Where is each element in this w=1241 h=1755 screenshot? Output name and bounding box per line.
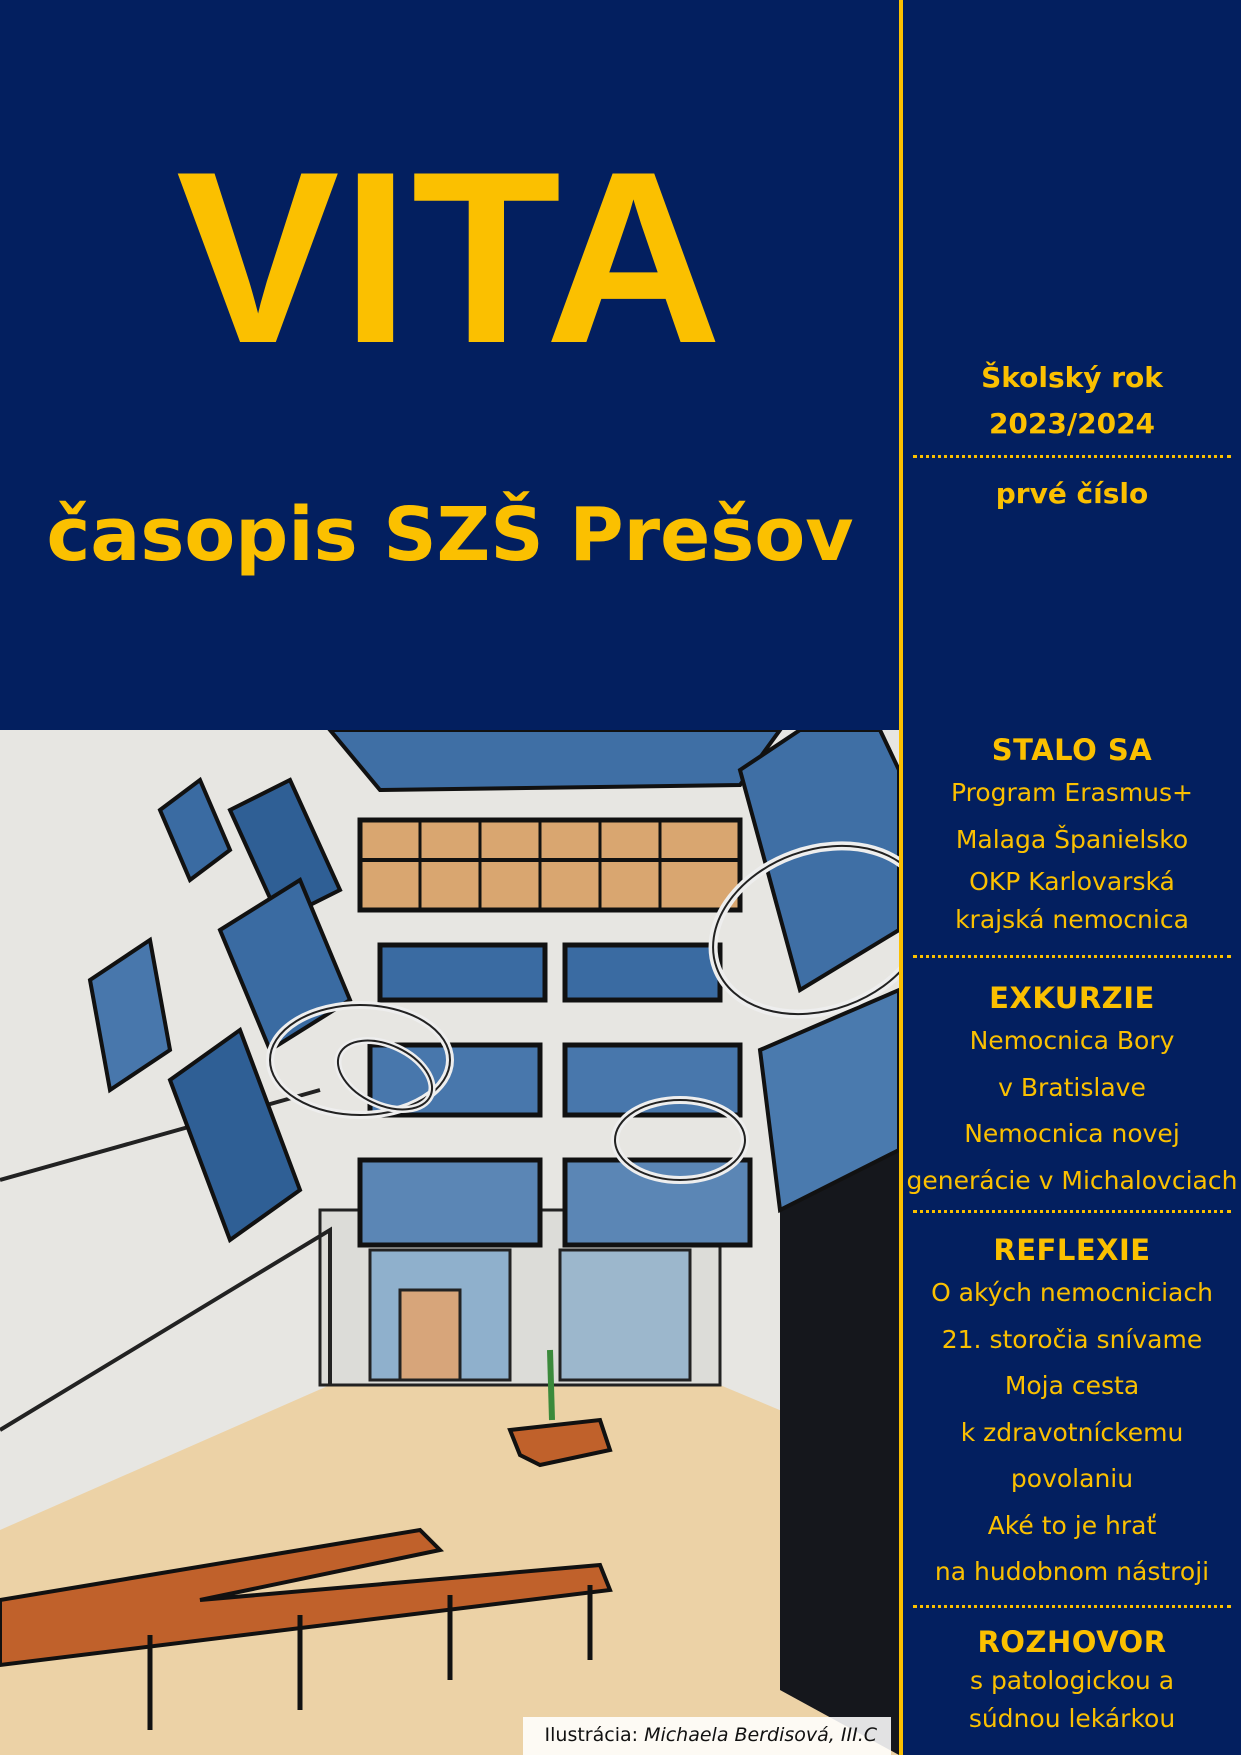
- school-year: [903, 355, 1241, 447]
- dotted-divider: [913, 455, 1231, 458]
- dotted-divider: [913, 1210, 1231, 1213]
- issue-number: prvé číslo: [995, 477, 1149, 510]
- cover-sidebar: [903, 0, 1241, 1755]
- credit-label: Ilustrácia:: [544, 1724, 639, 1746]
- masthead: [0, 0, 900, 730]
- hospital-atrium-drawing: [0, 730, 899, 1755]
- section-item: generácie v Michalovciach: [906, 1165, 1238, 1195]
- magazine-title: VITA: [176, 120, 724, 394]
- school-year-value: 2023/2024: [988, 407, 1156, 440]
- section-item: Malaga Španielsko: [955, 824, 1189, 854]
- dotted-divider: [913, 1605, 1231, 1608]
- section-item: s patologickou a súdnou lekárkou: [968, 1666, 1176, 1733]
- dotted-divider: [913, 955, 1231, 958]
- magazine-subtitle: časopis SZŠ Prešov: [46, 492, 854, 578]
- section-item: Moja cesta: [1004, 1371, 1140, 1400]
- school-year-label: Školský rok: [981, 361, 1163, 394]
- section-item: Nemocnica novej: [964, 1119, 1180, 1148]
- section-reflexie: [903, 1230, 1241, 1596]
- section-item: Program Erasmus+: [950, 778, 1194, 807]
- section-item: O akých nemocniciach: [931, 1278, 1213, 1307]
- section-item: v Bratislave: [998, 1072, 1146, 1102]
- section-item: 21. storočia snívame: [941, 1324, 1203, 1354]
- section-item: na hudobnom nástroji: [934, 1557, 1210, 1586]
- section-item: povolaniu: [1010, 1464, 1134, 1493]
- illustration-credit: [523, 1717, 891, 1755]
- section-rozhovor: [903, 1622, 1241, 1738]
- cover-illustration: [0, 730, 899, 1755]
- section-item: Nemocnica Bory: [969, 1026, 1175, 1055]
- section-stalo-sa: [903, 730, 1241, 939]
- section-heading: REFLEXIE: [993, 1233, 1151, 1267]
- section-heading: ROZHOVOR: [977, 1625, 1167, 1659]
- section-heading: EXKURZIE: [989, 981, 1155, 1015]
- section-item: Aké to je hrať: [987, 1510, 1157, 1540]
- section-item: OKP Karlovarská krajská nemocnica: [955, 867, 1189, 934]
- section-exkurzie: [903, 978, 1241, 1204]
- section-item: k zdravotníckemu: [960, 1417, 1184, 1447]
- section-heading: STALO SA: [991, 733, 1153, 767]
- credit-name: Michaela Berdisová, III.C: [644, 1724, 877, 1746]
